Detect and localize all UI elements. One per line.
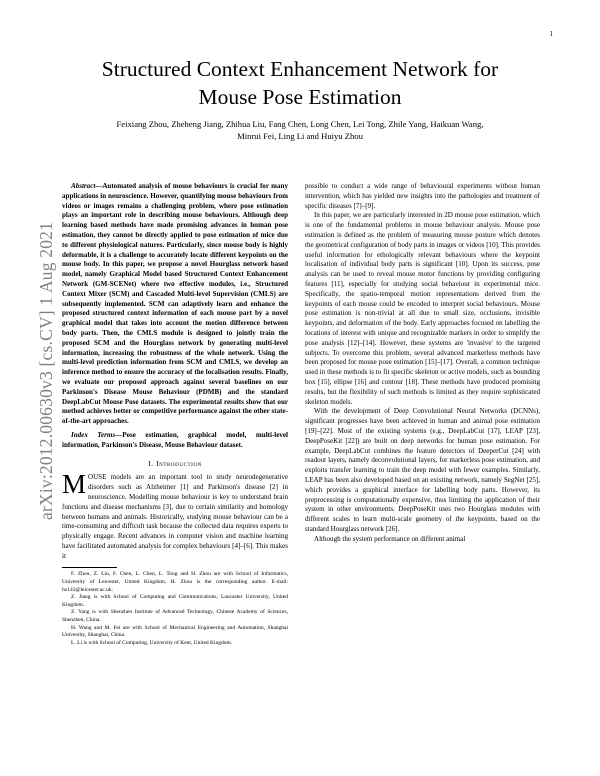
- arxiv-identifier-stamp: arXiv:2012.00630v3 [cs.CV] 1 Aug 2021: [36, 221, 56, 520]
- body-paragraph: With the development of Deep Convolutional Neural Networks (DCNNs), significant progresses have been achieved in human and animal pose estimation [19]–[22]. Most of the existing systems (e.g., DeepLabCut [17], LEAP [23], DeepPoseKit [22]) are built on deep networks for human pose estimation. For example, DeepLabCut combines the feature detectors of DeeperCut [24] with readout layers, namely deconvolutional layers, for markerless pose estimation, and exploits transfer learning to train the deep model with fewer examples. Similarly, LEAP has been also developed based on an existing network, namely SegNet [25], which provides a graphical interface for labelling body parts. However, its preprocessing is computationally expensive, thus limiting the application of their system in other environments. DeepPoseKit uses two Hourglass modules with different scales to learn multi-scale geometry of the keypoints, based on the standard Hourglass network [26].: [305, 407, 540, 533]
- paper-title: [60, 55, 540, 111]
- intro-paragraph-text: models are an important tool to study neurodegenerative disorders such as Alzheimer [1] and Parkinson's disease [2] in neuroscience. Modelling mouse behaviour is key to understand brain functions and disease mechanisms [3], due to certain similarity and homology between humans and animals. Historically, studying mouse behaviour can be a time-consuming and difficult task because the collected data requires experts to physically engage. Recent advances in computer vision and machine learning have facilitated automated analysis for complex behaviours [4]–[6]. This makes it: [62, 473, 288, 560]
- footnote: Z. Jiang is with School of Computing and Communications, Lancaster University, United Kingdom.: [62, 594, 288, 608]
- left-column: [62, 182, 288, 647]
- abstract-label: Abstract: [71, 182, 96, 190]
- authors-line-1: Feixiang Zhou, Zheheng Jiang, Zhihua Liu, Fang Chen, Long Chen, Lei Tong, Zhile Yang, Haikuan Wang,: [116, 119, 484, 129]
- abstract: [62, 182, 288, 427]
- footnotes: [62, 571, 288, 647]
- intro-paragraph: [62, 469, 288, 561]
- footnote: Z. Yang is with Shenzhen Institute of Advanced Technology, Chinese Academy of Sciences, Shenzhen, China.: [62, 609, 288, 624]
- right-column: [305, 182, 540, 544]
- authors-line-2: Minrui Fei, Ling Li and Huiyu Zhou: [237, 131, 363, 141]
- index-terms: [62, 431, 288, 451]
- body-paragraph: Although the system performance on different animal: [314, 534, 466, 543]
- title-line-2: Mouse Pose Estimation: [198, 85, 402, 109]
- body-paragraph: possible to conduct a wide range of behavioural experiments without human intervention, which has yielded new insights into the pathologies and treatment of specific diseases [7]–[9].: [305, 182, 540, 210]
- footnote: L. Li is with School of Computing, University of Kent, United Kingdom.: [71, 639, 233, 646]
- abstract-text: —Automated analysis of mouse behaviours is crucial for many applications in neuroscience. However, quantifying mouse behaviours from videos or images remains a challenging problem, where pose estimation plays an important role in describing mouse behaviours. Although deep learning based methods have made promising advances in human pose estimation, they cannot be directly applied to pose estimation of mice due to different physiological natures. Particularly, since mouse body is highly deformable, it is a challenge to accurately locate different keypoints on the mouse body. In this paper, we propose a novel Hourglass network based model, namely Graphical Model based Structured Context Enhancement Network (GM-SCENet) where two effective modules, i.e., Structured Context Mixer (SCM) and Cascaded Multi-level Supervision (CMLS) are subsequently implemented. SCM can adaptively learn and enhance the proposed structured context information of each mouse part by a novel graphical model that takes into account the motion difference between body parts. Then, the CMLS module is designed to jointly train the proposed SCM and the Hourglass network by generating multi-level information, increasing the robustness of the whole network. Using the multi-level prediction information from SCM and CMLS, we develop an inference method to ensure the accuracy of the localisation results. Finally, we evaluate our proposed approach against several baselines on our Parkinson's Disease Mouse Behaviour (PDMB) and the standard DeepLabCut Mouse Pose datasets. The experimental results show that our method achieves better or competitive performance against the other state-of-the-art approaches.: [62, 182, 288, 426]
- body-paragraph: In this paper, we are particularly interested in 2D mouse pose estimation, which is one of the fundamental problems in mouse behaviour analysis. Mouse pose estimation is defined as the problem of measuring mouse posture which denotes the geometrical configuration of body parts in images or videos [10]. This provides useful information for ethologically relevant behaviours where the keypoint localisation of individual body parts is significant [10]. Upon its success, pose analysis can be used to reveal mouse motor functions by providing configuring features [11], especially for studying social behaviour in experimental mice. Specifically, the spatio-temporal motion representations derived from the keypoints of each mouse could be encoded to interpret social behaviours. Mouse pose estimation is non-trivial at all due to small size, occlusions, invisible keypoints, and deformation of the body. Early approaches focused on labelling the locations of interest with unique and recognizable markers in order to simplify the pose analysis [12]–[14]. However, these systems are 'invasive' to the targeted subjects. To overcome this problem, several advanced markerless methods have been proposed for mouse pose estimation [15]–[17]. Overall, a common technique used in these methods is to fit specific skeleton or active models, such as bounding box [15], ellipse [16] and contour [18]. These methods have produced promising results, but the flexibility of such methods is limited as they require sophisticated skeleton models.: [305, 211, 540, 406]
- title-line-1: Structured Context Enhancement Network for: [101, 57, 499, 81]
- footnote-rule: [62, 567, 117, 568]
- section-heading-introduction: I. Introduction: [148, 458, 202, 468]
- intro-first-word: OUSE: [88, 473, 107, 482]
- footnote: F. Zhou, Z. Liu, F. Chen, L. Chen, L. Tong and H. Zhou are with School of Informatics, University of Leicester, United Kingdom. H. Zhou is the corresponding author. E-mail: hz143@leicester.ac.uk.: [62, 571, 288, 593]
- drop-cap-letter: M: [62, 469, 87, 500]
- page-number: 1: [549, 30, 553, 38]
- footnote: H. Wang and M. Fei are with School of Mechanical Engineering and Automation, Shanghai University, Shanghai, China.: [62, 624, 288, 639]
- index-terms-text: —Pose estimation, graphical model, multi-level information, Parkinson's Disease, Mouse Behaviour dataset.: [62, 430, 288, 449]
- index-terms-label: Index Terms: [71, 430, 116, 439]
- author-list: [66, 118, 534, 142]
